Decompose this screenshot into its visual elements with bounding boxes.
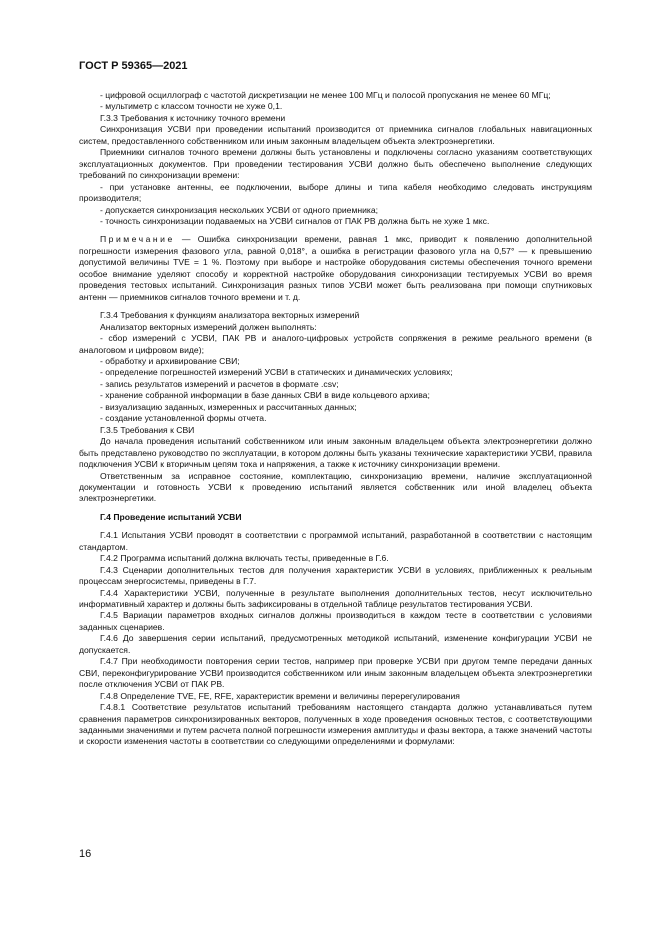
paragraph: Г.4.2 Программа испытаний должна включать тесты, приведенные в Г.6. [100, 553, 389, 564]
paragraph: Синхронизация УСВИ при проведении испытаний производится от приемника сигналов глобальных навигационных систем, предоставленного собственником или иным законным владельцем объекта электроэнергетики. [79, 124, 592, 146]
paragraph: Анализатор векторных измерений должен выполнять: [100, 321, 317, 332]
list-item: - визуализацию заданных, измеренных и рассчитанных данных; [100, 401, 357, 412]
paragraph: Г.4.1 Испытания УСВИ проводят в соответствии с программой испытаний, разработанной в соответствии с настоящим стандартом. [79, 530, 592, 552]
paragraph: Г.4.4 Характеристики УСВИ, полученные в результате выполнения дополнительных тестов, несут исключительно информативный характер и должны быть зафиксированы в отдельной таблице результатов тестирования УСВИ. [79, 587, 592, 610]
list-item: - допускается синхронизация нескольких УСВИ от одного приемника; [100, 204, 379, 215]
subsection-heading: Г.3.5 Требования к СВИ [100, 424, 195, 435]
paragraph: Г.4.6 До завершения серии испытаний, предусмотренных методикой испытаний, изменение конфигурации УСВИ не допускается. [79, 633, 592, 655]
list-item: - запись результатов измерений и расчетов в формате .csv; [100, 378, 339, 389]
subsection-heading: Г.3.3 Требования к источнику точного времени [100, 112, 286, 123]
paragraph: Приемники сигналов точного времени должны быть установлены и подключены согласно указаниям соответствующих эксплуатационных документов. При проведении тестирования УСВИ должно быть обеспечено выполнение следующих требований по синхронизации времени: [79, 147, 592, 181]
note-text: — Ошибка синхронизации времени, равная 1 мкс, приводит к появлению дополнительной погрешности измерения фазового угла, равной 0,018°, а ошибка в регистрации фазового угла на 0,57° — к превышению допустимой величины TVE = 1 %. Поэтому при выборе и настройке оборудования системы обеспечения точного времени особое внимание уделяют способу и корректной настройке оборудования синхронизации тестируемых УСВИ во время проведения тестовых испытаний. Синхронизация разных типов УСВИ может быть реализована при помощи спутниковых антенн — приемников сигналов точного времени и т. д. [79, 234, 592, 302]
paragraph: Ответственным за исправное состояние, комплектацию, синхронизацию времени, наличие эксплуатационной документации и готовность УСВИ к проведению испытаний является собственник или иной владелец объекта электроэнергетики. [79, 470, 592, 504]
list-item: - хранение собранной информации в базе данных СВИ в виде кольцевого архива; [100, 390, 430, 401]
paragraph: - цифровой осциллограф с частотой дискретизации не менее 100 МГц и полосой пропускания не менее 60 МГц; [100, 90, 551, 100]
section-heading: Г.4 Проведение испытаний УСВИ [100, 511, 242, 522]
paragraph: - мультиметр с классом точности не хуже 0,1. [100, 101, 283, 112]
subsection-heading: Г.3.4 Требования к функциям анализатора векторных измерений [100, 310, 360, 321]
list-item: - сбор измерений с УСВИ, ПАК РВ и аналого-цифровых устройств сопряжения в режиме реального времени (в аналоговом и цифровом виде); [79, 333, 592, 355]
note-label: Примечание [100, 234, 175, 245]
subsection-heading: Г.4.8 Определение TVE, FE, RFE, характеристик времени и величины перерегулирования [100, 690, 460, 701]
paragraph: До начала проведения испытаний собственником или иным законным владельцем объекта электроэнергетики должно быть представлено руководство по эксплуатации, в котором должны быть указаны технические характеристики УСВИ, правила подключения УСВИ к вторичным цепям тока и напряжения, а также к источнику синхронизации времени. [79, 436, 592, 470]
document-header: ГОСТ Р 59365—2021 [79, 60, 188, 72]
paragraph: Г.4.8.1 Соответствие результатов испытаний требованиям настоящего стандарта должно устанавливаться путем сравнения параметров синхронизированных векторов, полученных в ходе проведения основных тестов, с соответствующими заданными значениями и путем расчета полной погрешности измерения амплитуды и фазы вектора, а также значений частоты и скорости изменения частоты в соответствии со следующими определениями и формулами: [79, 702, 592, 747]
list-item: - определение погрешностей измерений УСВИ в статических и динамических условиях; [100, 367, 453, 378]
list-item: - точность синхронизации подаваемых на УСВИ сигналов от ПАК РВ должна быть не хуже 1 мкс. [100, 215, 490, 226]
page-number: 16 [79, 848, 92, 860]
paragraph: Г.4.5 Вариации параметров входных сигналов должны производиться в каждом тесте в соответствии с условиями заданных сценариев. [79, 610, 592, 632]
list-item: - обработку и архивирование СВИ; [100, 355, 240, 366]
list-item: - создание установленной формы отчета. [100, 413, 267, 424]
paragraph: Г.4.7 При необходимости повторения серии тестов, например при проверке УСВИ при другом темпе передачи данных СВИ, переконфигурирование УСВИ производится собственником или иным законным владельцем объекта электроэнергетики после отключения УСВИ от ПАК РВ. [79, 656, 592, 690]
page-body [79, 90, 592, 748]
note [79, 234, 592, 303]
list-item: - при установке антенны, ее подключении, выборе длины и типа кабеля необходимо следовать инструкциям производителя; [79, 181, 592, 204]
paragraph: Г.4.3 Сценарии дополнительных тестов для получения характеристик УСВИ в условиях, приближенных к реальным процессам энергосистемы, приведены в Г.7. [79, 564, 592, 587]
